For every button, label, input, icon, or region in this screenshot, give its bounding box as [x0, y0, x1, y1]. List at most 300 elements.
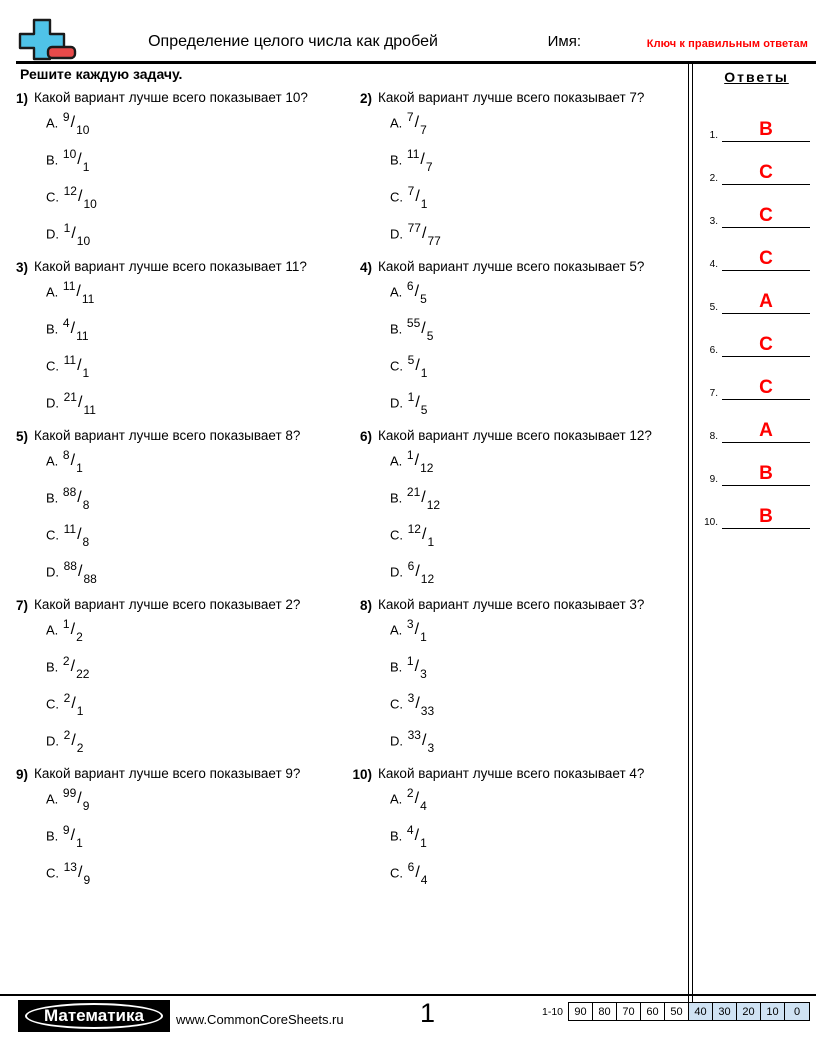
- question-body: [34, 90, 336, 259]
- fraction-numerator: 12: [407, 522, 421, 536]
- question-body: [378, 766, 680, 898]
- answer-number: 1.: [709, 130, 718, 141]
- fraction-slash: /: [414, 452, 420, 470]
- fraction-slash: /: [414, 283, 420, 301]
- question-text: Какой вариант лучше всего показывает 11?: [34, 259, 307, 274]
- fraction-denominator: 1: [420, 196, 428, 211]
- fraction: [63, 184, 97, 211]
- answer-row: [697, 443, 816, 486]
- score-cell: 10: [761, 1003, 785, 1020]
- answer-row: [697, 400, 816, 443]
- fraction: [406, 617, 427, 644]
- option-letter: D.: [390, 226, 403, 242]
- fraction-numerator: 11: [62, 279, 76, 293]
- fraction-numerator: 5: [407, 353, 415, 367]
- answer-row: [697, 357, 816, 400]
- fraction-slash: /: [70, 621, 76, 639]
- question-item: [344, 766, 688, 898]
- fraction: [407, 184, 428, 211]
- fraction: [63, 522, 90, 549]
- question-number: 2): [359, 91, 372, 106]
- answer-option[interactable]: [390, 861, 680, 898]
- answer-value[interactable]: B: [722, 464, 810, 486]
- fraction: [63, 221, 91, 248]
- fraction: [407, 390, 428, 417]
- answer-option[interactable]: [390, 618, 680, 655]
- fraction: [406, 448, 434, 475]
- answer-option[interactable]: [390, 148, 680, 185]
- fraction: [406, 823, 427, 850]
- fraction: [407, 559, 435, 586]
- fraction-denominator: 11: [81, 291, 95, 306]
- fraction-denominator: 1: [76, 703, 84, 718]
- instruction-text: Решите каждую задачу.: [20, 66, 183, 82]
- fraction: [406, 654, 427, 681]
- fraction-numerator: 4: [62, 316, 70, 330]
- answer-row: [697, 228, 816, 271]
- question-body: [34, 259, 336, 428]
- answer-key-badge: Ключ к правильным ответам: [646, 38, 808, 50]
- question-item: [0, 428, 344, 597]
- answer-option[interactable]: [46, 824, 336, 861]
- fraction-denominator: 11: [76, 328, 89, 343]
- questions-area: [0, 90, 688, 995]
- answer-value[interactable]: B: [722, 120, 810, 142]
- option-letter: D.: [46, 564, 59, 580]
- option-letter: B.: [46, 152, 59, 168]
- option-letter: B.: [46, 321, 59, 337]
- answer-number: 8.: [709, 431, 718, 442]
- fraction-denominator: 2: [76, 740, 84, 755]
- option-list: [378, 280, 680, 428]
- answer-option[interactable]: [390, 354, 680, 391]
- fraction-denominator: 1: [76, 460, 83, 475]
- option-letter: A.: [46, 115, 59, 131]
- fraction-slash: /: [415, 563, 420, 581]
- option-letter: D.: [390, 564, 403, 580]
- fraction-denominator: 1: [420, 365, 428, 380]
- fraction-slash: /: [421, 489, 426, 507]
- answer-option[interactable]: [46, 523, 336, 560]
- answer-option[interactable]: [390, 222, 680, 259]
- answer-option[interactable]: [390, 787, 680, 824]
- option-letter: C.: [390, 358, 403, 374]
- answer-row: [697, 142, 816, 185]
- answers-title: Ответы: [724, 69, 789, 85]
- fraction: [62, 279, 95, 306]
- fraction-slash: /: [77, 394, 83, 412]
- answer-option[interactable]: [390, 655, 680, 692]
- fraction-slash: /: [415, 864, 420, 882]
- answer-option[interactable]: [390, 185, 680, 222]
- question-item: [0, 597, 344, 766]
- fraction-numerator: 33: [407, 728, 421, 742]
- score-cell: 80: [593, 1003, 617, 1020]
- answer-option[interactable]: [46, 861, 336, 898]
- fraction: [406, 147, 433, 174]
- fraction-denominator: 4: [420, 798, 427, 813]
- option-letter: B.: [46, 828, 59, 844]
- fraction-denominator: 3: [420, 666, 427, 681]
- fraction: [62, 485, 90, 512]
- answer-option[interactable]: [46, 317, 336, 354]
- fraction-slash: /: [414, 621, 420, 639]
- option-letter: C.: [46, 865, 59, 881]
- question-row: [0, 90, 688, 259]
- fraction-denominator: 1: [420, 629, 427, 644]
- fraction-denominator: 1: [82, 159, 90, 174]
- answer-row: [697, 486, 816, 529]
- question-text: Какой вариант лучше всего показывает 4?: [378, 766, 645, 781]
- answer-value[interactable]: C: [722, 335, 810, 357]
- fraction-numerator: 88: [62, 485, 77, 499]
- fraction-numerator: 55: [406, 316, 421, 330]
- answer-option[interactable]: [46, 486, 336, 523]
- score-scale-label: 1-10: [541, 1005, 563, 1018]
- fraction-denominator: 5: [426, 328, 434, 343]
- question-row: [0, 428, 688, 597]
- answer-number: 10.: [704, 517, 718, 528]
- score-scale: [542, 1002, 810, 1021]
- question-item: [0, 766, 344, 898]
- option-letter: A.: [46, 791, 59, 807]
- question-text: Какой вариант лучше всего показывает 2?: [34, 597, 301, 612]
- fraction-denominator: 10: [83, 196, 97, 211]
- fraction-denominator: 11: [83, 402, 96, 417]
- option-letter: A.: [390, 791, 403, 807]
- fraction-slash: /: [76, 283, 81, 301]
- fraction-denominator: 10: [76, 233, 91, 248]
- question-item: [344, 259, 688, 428]
- answer-option[interactable]: [390, 449, 680, 486]
- fraction-slash: /: [421, 732, 427, 750]
- score-cell: 90: [569, 1003, 593, 1020]
- answer-value[interactable]: A: [722, 421, 810, 443]
- page-header: [0, 0, 816, 62]
- fraction-numerator: 1: [406, 448, 414, 462]
- answer-value[interactable]: A: [722, 292, 810, 314]
- score-cell: 30: [713, 1003, 737, 1020]
- question-number: 1): [15, 91, 28, 106]
- score-cell: 20: [737, 1003, 761, 1020]
- question-number: 7): [15, 598, 28, 613]
- fraction-denominator: 5: [420, 402, 428, 417]
- answers-list: [697, 99, 816, 529]
- fraction-denominator: 12: [426, 497, 441, 512]
- fraction: [407, 691, 435, 718]
- fraction-denominator: 22: [76, 666, 90, 681]
- option-list: [34, 449, 336, 597]
- fraction-slash: /: [420, 151, 425, 169]
- fraction-slash: /: [421, 320, 426, 338]
- answer-option[interactable]: [46, 560, 336, 597]
- score-cell: 60: [641, 1003, 665, 1020]
- fraction-numerator: 8: [62, 448, 70, 462]
- fraction-slash: /: [415, 357, 420, 375]
- answer-number: 9.: [709, 474, 718, 485]
- question-text: Какой вариант лучше всего показывает 7?: [378, 90, 645, 105]
- fraction-numerator: 11: [406, 147, 420, 161]
- option-letter: C.: [390, 527, 403, 543]
- question-item: [344, 428, 688, 597]
- fraction: [406, 110, 427, 137]
- answer-option[interactable]: [46, 185, 336, 222]
- answer-row: [697, 271, 816, 314]
- answer-option[interactable]: [390, 280, 680, 317]
- fraction-slash: /: [77, 188, 83, 206]
- question-item: [0, 259, 344, 428]
- answer-option[interactable]: [390, 824, 680, 861]
- fraction: [62, 617, 83, 644]
- question-item: [344, 90, 688, 259]
- option-letter: C.: [46, 189, 59, 205]
- fraction: [62, 147, 90, 174]
- question-body: [378, 428, 680, 597]
- option-letter: A.: [390, 115, 403, 131]
- fraction-numerator: 9: [62, 823, 70, 837]
- answer-value[interactable]: C: [722, 378, 810, 400]
- option-letter: B.: [390, 659, 403, 675]
- header-divider: [16, 61, 816, 64]
- fraction-denominator: 5: [420, 291, 427, 306]
- option-letter: D.: [46, 395, 59, 411]
- answer-row: [697, 185, 816, 228]
- fraction-numerator: 2: [62, 654, 70, 668]
- answer-value[interactable]: C: [722, 206, 810, 228]
- fraction-numerator: 2: [63, 691, 71, 705]
- answer-value[interactable]: C: [722, 163, 810, 185]
- fraction-slash: /: [70, 827, 76, 845]
- question-number: 8): [359, 598, 372, 613]
- question-body: [34, 428, 336, 597]
- fraction-numerator: 11: [63, 522, 77, 536]
- option-letter: B.: [390, 490, 403, 506]
- option-list: [34, 787, 336, 898]
- answer-number: 3.: [709, 216, 718, 227]
- option-list: [378, 618, 680, 766]
- option-letter: D.: [390, 733, 403, 749]
- fraction-denominator: 1: [76, 835, 83, 850]
- page-number: 1: [420, 998, 436, 1028]
- fraction-numerator: 6: [407, 860, 415, 874]
- option-letter: A.: [46, 284, 59, 300]
- answer-value[interactable]: C: [722, 249, 810, 271]
- question-item: [0, 90, 344, 259]
- fraction-slash: /: [415, 188, 420, 206]
- fraction: [406, 279, 427, 306]
- question-body: [34, 766, 336, 898]
- fraction-denominator: 3: [427, 740, 435, 755]
- question-number: 10): [352, 767, 372, 782]
- answer-value[interactable]: B: [722, 507, 810, 529]
- option-list: [34, 111, 336, 259]
- fraction: [62, 823, 83, 850]
- fraction-slash: /: [415, 394, 420, 412]
- fraction-slash: /: [77, 357, 82, 375]
- fraction: [63, 728, 84, 755]
- fraction-numerator: 88: [63, 559, 77, 573]
- fraction-denominator: 9: [83, 872, 91, 887]
- fraction-slash: /: [70, 452, 76, 470]
- fraction-denominator: 8: [82, 534, 90, 549]
- option-letter: C.: [46, 696, 59, 712]
- option-letter: D.: [46, 226, 59, 242]
- fraction: [63, 691, 84, 718]
- fraction-denominator: 88: [83, 571, 97, 586]
- answer-option[interactable]: [46, 655, 336, 692]
- answer-option[interactable]: [46, 148, 336, 185]
- option-list: [34, 280, 336, 428]
- option-letter: C.: [390, 865, 403, 881]
- question-body: [378, 90, 680, 259]
- fraction-slash: /: [71, 732, 76, 750]
- fraction: [407, 353, 428, 380]
- option-letter: A.: [390, 453, 403, 469]
- option-letter: C.: [46, 527, 59, 543]
- fraction: [62, 786, 90, 813]
- question-text: Какой вариант лучше всего показывает 5?: [378, 259, 645, 274]
- question-item: [344, 597, 688, 766]
- fraction-slash: /: [77, 489, 82, 507]
- fraction-denominator: 7: [420, 122, 427, 137]
- fraction-slash: /: [415, 695, 420, 713]
- fraction-denominator: 7: [425, 159, 433, 174]
- brand-logo: [18, 1000, 170, 1032]
- question-body: [34, 597, 336, 766]
- question-row: [0, 766, 688, 898]
- question-number: 5): [15, 429, 28, 444]
- answer-option[interactable]: [390, 692, 680, 729]
- fraction-slash: /: [421, 526, 427, 544]
- answer-option[interactable]: [46, 111, 336, 148]
- fraction: [62, 448, 83, 475]
- option-letter: A.: [390, 284, 403, 300]
- page-title: Определение целого числа как дробей: [148, 33, 438, 50]
- page-footer: [0, 996, 816, 1056]
- fraction-denominator: 4: [420, 872, 428, 887]
- option-list: [378, 449, 680, 597]
- fraction-slash: /: [70, 114, 76, 132]
- fraction-numerator: 21: [63, 390, 77, 404]
- answer-row: [697, 99, 816, 142]
- fraction-slash: /: [71, 225, 76, 243]
- answer-option[interactable]: [46, 280, 336, 317]
- fraction-numerator: 12: [63, 184, 77, 198]
- question-body: [378, 597, 680, 766]
- question-number: 4): [359, 260, 372, 275]
- option-list: [378, 111, 680, 259]
- answer-option[interactable]: [46, 391, 336, 428]
- question-body: [378, 259, 680, 428]
- answer-option[interactable]: [390, 729, 680, 766]
- fraction-numerator: 21: [406, 485, 421, 499]
- fraction-slash: /: [414, 827, 420, 845]
- fraction-numerator: 3: [406, 617, 414, 631]
- fraction-numerator: 1: [406, 654, 414, 668]
- question-row: [0, 259, 688, 428]
- fraction-numerator: 11: [63, 353, 77, 367]
- answer-option[interactable]: [46, 692, 336, 729]
- answer-option[interactable]: [46, 222, 336, 259]
- answer-option[interactable]: [390, 111, 680, 148]
- fraction-denominator: 12: [420, 460, 434, 475]
- fraction-numerator: 6: [407, 559, 415, 573]
- fraction-denominator: 9: [82, 798, 90, 813]
- fraction-denominator: 8: [82, 497, 90, 512]
- name-label: Имя:: [547, 33, 581, 50]
- fraction-denominator: 10: [76, 122, 90, 137]
- answer-option[interactable]: [46, 354, 336, 391]
- answer-option[interactable]: [390, 560, 680, 597]
- question-row: [0, 597, 688, 766]
- fraction: [63, 559, 97, 586]
- answer-option[interactable]: [390, 486, 680, 523]
- fraction-denominator: 2: [76, 629, 83, 644]
- answer-number: 4.: [709, 259, 718, 270]
- option-letter: C.: [390, 696, 403, 712]
- answer-row: [697, 314, 816, 357]
- answer-option[interactable]: [390, 317, 680, 354]
- option-letter: B.: [46, 659, 59, 675]
- fraction: [407, 860, 428, 887]
- fraction-numerator: 2: [63, 728, 71, 742]
- option-list: [34, 618, 336, 766]
- fraction: [62, 316, 89, 343]
- option-letter: A.: [390, 622, 403, 638]
- answer-number: 5.: [709, 302, 718, 313]
- option-letter: B.: [390, 152, 403, 168]
- fraction-slash: /: [71, 695, 76, 713]
- question-number: 3): [15, 260, 28, 275]
- answer-number: 6.: [709, 345, 718, 356]
- answer-option[interactable]: [46, 729, 336, 766]
- answer-option[interactable]: [46, 618, 336, 655]
- answers-panel: [697, 64, 816, 529]
- fraction-numerator: 1: [62, 617, 70, 631]
- fraction: [63, 353, 90, 380]
- option-letter: D.: [390, 395, 403, 411]
- answer-option[interactable]: [46, 787, 336, 824]
- fraction: [63, 390, 96, 417]
- fraction: [407, 221, 441, 248]
- answer-number: 2.: [709, 173, 718, 184]
- score-cell: 50: [665, 1003, 689, 1020]
- question-number: 6): [359, 429, 372, 444]
- answer-option[interactable]: [390, 391, 680, 428]
- fraction-denominator: 77: [427, 233, 441, 248]
- fraction: [406, 786, 427, 813]
- question-text: Какой вариант лучше всего показывает 9?: [34, 766, 301, 781]
- fraction-slash: /: [70, 658, 76, 676]
- score-cell: 70: [617, 1003, 641, 1020]
- fraction-slash: /: [414, 658, 420, 676]
- score-cell: 0: [785, 1003, 809, 1020]
- answer-option[interactable]: [390, 523, 680, 560]
- fraction: [62, 110, 90, 137]
- fraction-numerator: 9: [62, 110, 70, 124]
- fraction-slash: /: [70, 320, 76, 338]
- fraction-numerator: 13: [63, 860, 77, 874]
- option-list: [378, 787, 680, 898]
- fraction-numerator: 2: [406, 786, 414, 800]
- fraction: [406, 316, 434, 343]
- fraction-numerator: 1: [63, 221, 71, 235]
- fraction-numerator: 1: [407, 390, 415, 404]
- answer-number: 7.: [709, 388, 718, 399]
- fraction-numerator: 6: [406, 279, 414, 293]
- section-divider: [688, 64, 695, 1012]
- answer-option[interactable]: [46, 449, 336, 486]
